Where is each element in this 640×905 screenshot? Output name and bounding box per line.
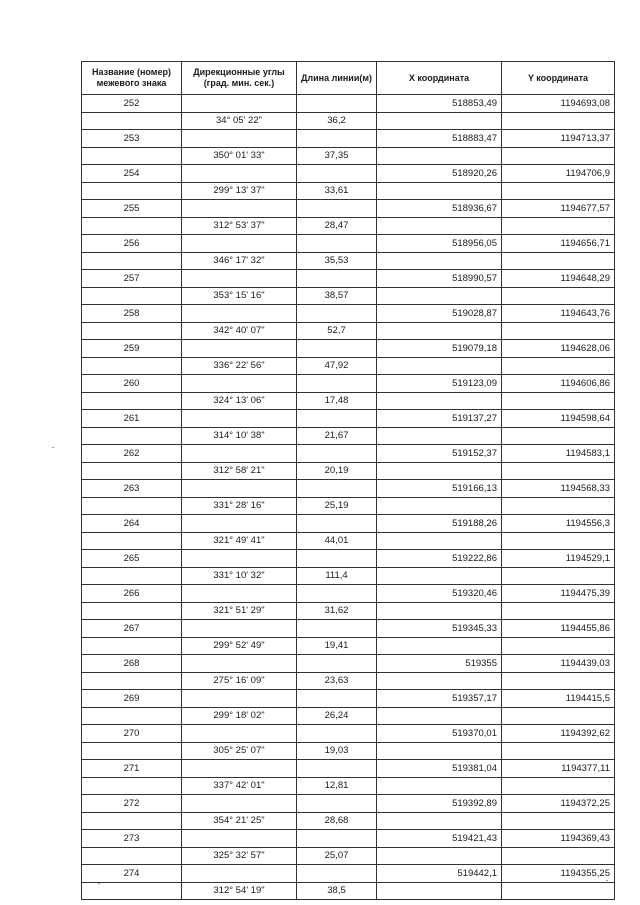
direction-angle: 275° 16' 09"	[182, 672, 297, 690]
x-cell-empty	[377, 427, 502, 445]
direction-angle: 354° 21' 25"	[182, 812, 297, 830]
point-name: 268	[82, 655, 182, 673]
line-length: 19,03	[297, 742, 377, 760]
segment-row	[82, 882, 615, 900]
name-cell-empty	[82, 532, 182, 550]
y-coordinate: 1194648,29	[502, 270, 615, 288]
line-length: 37,35	[297, 147, 377, 165]
name-cell-empty	[82, 217, 182, 235]
point-name: 252	[82, 95, 182, 113]
point-name: 266	[82, 585, 182, 603]
direction-angle: 346° 17' 32"	[182, 252, 297, 270]
length-cell-empty	[297, 795, 377, 813]
segment-row	[82, 812, 615, 830]
y-coordinate: 1194529,1	[502, 550, 615, 568]
point-name: 259	[82, 340, 182, 358]
y-cell-empty	[502, 532, 615, 550]
x-coordinate: 519392,89	[377, 795, 502, 813]
x-cell-empty	[377, 637, 502, 655]
point-row	[82, 445, 615, 463]
y-cell-empty	[502, 217, 615, 235]
line-length: 23,63	[297, 672, 377, 690]
x-cell-empty	[377, 602, 502, 620]
x-cell-empty	[377, 672, 502, 690]
line-length: 17,48	[297, 392, 377, 410]
angle-cell-empty	[182, 95, 297, 113]
length-cell-empty	[297, 550, 377, 568]
y-coordinate: 1194377,11	[502, 760, 615, 778]
line-length: 19,41	[297, 637, 377, 655]
segment-row	[82, 392, 615, 410]
name-cell-empty	[82, 182, 182, 200]
angle-cell-empty	[182, 655, 297, 673]
point-name: 264	[82, 515, 182, 533]
x-coordinate: 518990,57	[377, 270, 502, 288]
name-cell-empty	[82, 147, 182, 165]
segment-row	[82, 707, 615, 725]
length-cell-empty	[297, 340, 377, 358]
y-cell-empty	[502, 147, 615, 165]
point-name: 267	[82, 620, 182, 638]
y-cell-empty	[502, 602, 615, 620]
x-coordinate: 518956,05	[377, 235, 502, 253]
angle-cell-empty	[182, 830, 297, 848]
angle-cell-empty	[182, 410, 297, 428]
point-name: 263	[82, 480, 182, 498]
line-length: 52,7	[297, 322, 377, 340]
scan-speck	[606, 880, 608, 881]
direction-angle: 34° 05' 22"	[182, 112, 297, 130]
y-cell-empty	[502, 462, 615, 480]
x-cell-empty	[377, 812, 502, 830]
angle-cell-empty	[182, 340, 297, 358]
name-cell-empty	[82, 287, 182, 305]
header-x: X координата	[377, 62, 502, 95]
y-cell-empty	[502, 182, 615, 200]
angle-cell-empty	[182, 585, 297, 603]
x-coordinate: 518920,26	[377, 165, 502, 183]
point-row	[82, 795, 615, 813]
name-cell-empty	[82, 497, 182, 515]
angle-cell-empty	[182, 375, 297, 393]
y-cell-empty	[502, 357, 615, 375]
x-coordinate: 519166,13	[377, 480, 502, 498]
point-row	[82, 865, 615, 883]
scan-speck	[98, 883, 100, 884]
length-cell-empty	[297, 130, 377, 148]
y-coordinate: 1194556,3	[502, 515, 615, 533]
x-cell-empty	[377, 182, 502, 200]
x-coordinate: 519137,27	[377, 410, 502, 428]
y-cell-empty	[502, 497, 615, 515]
line-length: 35,53	[297, 252, 377, 270]
length-cell-empty	[297, 480, 377, 498]
name-cell-empty	[82, 672, 182, 690]
y-cell-empty	[502, 882, 615, 900]
angle-cell-empty	[182, 725, 297, 743]
y-cell-empty	[502, 322, 615, 340]
point-name: 255	[82, 200, 182, 218]
segment-row	[82, 462, 615, 480]
angle-cell-empty	[182, 235, 297, 253]
point-row	[82, 830, 615, 848]
y-cell-empty	[502, 112, 615, 130]
y-coordinate: 1194713,37	[502, 130, 615, 148]
direction-angle: 331° 28' 16"	[182, 497, 297, 515]
segment-row	[82, 322, 615, 340]
name-cell-empty	[82, 357, 182, 375]
y-coordinate: 1194439,03	[502, 655, 615, 673]
direction-angle: 321° 51' 29"	[182, 602, 297, 620]
y-coordinate: 1194606,86	[502, 375, 615, 393]
angle-cell-empty	[182, 305, 297, 323]
line-length: 20,19	[297, 462, 377, 480]
segment-row	[82, 637, 615, 655]
point-row	[82, 270, 615, 288]
point-row	[82, 550, 615, 568]
name-cell-empty	[82, 742, 182, 760]
point-row	[82, 690, 615, 708]
point-row	[82, 585, 615, 603]
name-cell-empty	[82, 392, 182, 410]
direction-angle: 331° 10' 32"	[182, 567, 297, 585]
direction-angle: 305° 25' 07"	[182, 742, 297, 760]
point-name: 265	[82, 550, 182, 568]
point-name: 274	[82, 865, 182, 883]
point-row	[82, 410, 615, 428]
x-coordinate: 519442,1	[377, 865, 502, 883]
point-name: 253	[82, 130, 182, 148]
x-coordinate: 519421,43	[377, 830, 502, 848]
segment-row	[82, 567, 615, 585]
line-length: 38,57	[297, 287, 377, 305]
x-coordinate: 518936,67	[377, 200, 502, 218]
y-cell-empty	[502, 777, 615, 795]
name-cell-empty	[82, 567, 182, 585]
x-coordinate: 519355	[377, 655, 502, 673]
scan-speck	[52, 447, 54, 448]
point-name: 261	[82, 410, 182, 428]
segment-row	[82, 217, 615, 235]
angle-cell-empty	[182, 130, 297, 148]
line-length: 12,81	[297, 777, 377, 795]
x-coordinate: 519028,87	[377, 305, 502, 323]
y-coordinate: 1194369,43	[502, 830, 615, 848]
name-cell-empty	[82, 112, 182, 130]
x-cell-empty	[377, 882, 502, 900]
x-coordinate: 519188,26	[377, 515, 502, 533]
x-cell-empty	[377, 497, 502, 515]
line-length: 44,01	[297, 532, 377, 550]
segment-row	[82, 427, 615, 445]
y-cell-empty	[502, 672, 615, 690]
table-body	[82, 95, 615, 900]
length-cell-empty	[297, 445, 377, 463]
x-coordinate: 519152,37	[377, 445, 502, 463]
angle-cell-empty	[182, 690, 297, 708]
point-row	[82, 375, 615, 393]
x-cell-empty	[377, 742, 502, 760]
y-coordinate: 1194628,06	[502, 340, 615, 358]
y-coordinate: 1194355,25	[502, 865, 615, 883]
direction-angle: 324° 13' 06"	[182, 392, 297, 410]
y-cell-empty	[502, 637, 615, 655]
length-cell-empty	[297, 515, 377, 533]
length-cell-empty	[297, 95, 377, 113]
angle-cell-empty	[182, 550, 297, 568]
point-row	[82, 130, 615, 148]
length-cell-empty	[297, 305, 377, 323]
x-coordinate: 519381,04	[377, 760, 502, 778]
line-length: 31,62	[297, 602, 377, 620]
length-cell-empty	[297, 620, 377, 638]
direction-angle: 312° 54' 19"	[182, 882, 297, 900]
direction-angle: 299° 52' 49"	[182, 637, 297, 655]
y-coordinate: 1194677,57	[502, 200, 615, 218]
point-row	[82, 620, 615, 638]
x-cell-empty	[377, 392, 502, 410]
line-length: 28,68	[297, 812, 377, 830]
point-row	[82, 200, 615, 218]
angle-cell-empty	[182, 515, 297, 533]
name-cell-empty	[82, 777, 182, 795]
segment-row	[82, 672, 615, 690]
direction-angle: 336° 22' 56"	[182, 357, 297, 375]
y-coordinate: 1194656,71	[502, 235, 615, 253]
x-cell-empty	[377, 462, 502, 480]
x-cell-empty	[377, 112, 502, 130]
point-name: 254	[82, 165, 182, 183]
y-cell-empty	[502, 707, 615, 725]
direction-angle: 337° 42' 01"	[182, 777, 297, 795]
angle-cell-empty	[182, 480, 297, 498]
line-length: 33,61	[297, 182, 377, 200]
name-cell-empty	[82, 847, 182, 865]
x-cell-empty	[377, 567, 502, 585]
direction-angle: 321° 49' 41"	[182, 532, 297, 550]
direction-angle: 312° 53' 37"	[182, 217, 297, 235]
point-row	[82, 95, 615, 113]
name-cell-empty	[82, 602, 182, 620]
name-cell-empty	[82, 322, 182, 340]
point-name: 258	[82, 305, 182, 323]
line-length: 47,92	[297, 357, 377, 375]
y-coordinate: 1194598,64	[502, 410, 615, 428]
y-coordinate: 1194372,25	[502, 795, 615, 813]
angle-cell-empty	[182, 270, 297, 288]
header-y: Y координата	[502, 62, 615, 95]
y-coordinate: 1194392,62	[502, 725, 615, 743]
line-length: 21,67	[297, 427, 377, 445]
x-coordinate: 519345,33	[377, 620, 502, 638]
point-row	[82, 305, 615, 323]
point-row	[82, 655, 615, 673]
length-cell-empty	[297, 235, 377, 253]
y-coordinate: 1194415,5	[502, 690, 615, 708]
x-cell-empty	[377, 252, 502, 270]
direction-angle: 342° 40' 07"	[182, 322, 297, 340]
length-cell-empty	[297, 165, 377, 183]
point-row	[82, 480, 615, 498]
length-cell-empty	[297, 200, 377, 218]
direction-angle: 314° 10' 38"	[182, 427, 297, 445]
x-coordinate: 519370,01	[377, 725, 502, 743]
angle-cell-empty	[182, 200, 297, 218]
angle-cell-empty	[182, 760, 297, 778]
point-name: 262	[82, 445, 182, 463]
y-coordinate: 1194643,76	[502, 305, 615, 323]
length-cell-empty	[297, 725, 377, 743]
line-length: 28,47	[297, 217, 377, 235]
angle-cell-empty	[182, 795, 297, 813]
angle-cell-empty	[182, 445, 297, 463]
length-cell-empty	[297, 690, 377, 708]
point-row	[82, 760, 615, 778]
direction-angle: 299° 13' 37"	[182, 182, 297, 200]
x-cell-empty	[377, 707, 502, 725]
x-cell-empty	[377, 322, 502, 340]
angle-cell-empty	[182, 165, 297, 183]
line-length: 25,19	[297, 497, 377, 515]
x-coordinate: 519357,17	[377, 690, 502, 708]
x-cell-empty	[377, 777, 502, 795]
segment-row	[82, 252, 615, 270]
point-name: 256	[82, 235, 182, 253]
y-coordinate: 1194693,08	[502, 95, 615, 113]
name-cell-empty	[82, 427, 182, 445]
y-cell-empty	[502, 742, 615, 760]
line-length: 36,2	[297, 112, 377, 130]
name-cell-empty	[82, 637, 182, 655]
length-cell-empty	[297, 830, 377, 848]
segment-row	[82, 532, 615, 550]
length-cell-empty	[297, 585, 377, 603]
length-cell-empty	[297, 865, 377, 883]
length-cell-empty	[297, 410, 377, 428]
segment-row	[82, 147, 615, 165]
x-coordinate: 519123,09	[377, 375, 502, 393]
point-name: 260	[82, 375, 182, 393]
x-cell-empty	[377, 147, 502, 165]
boundary-coordinates-table	[81, 61, 615, 900]
table-header-row	[82, 62, 615, 95]
x-coordinate: 518883,47	[377, 130, 502, 148]
segment-row	[82, 742, 615, 760]
name-cell-empty	[82, 462, 182, 480]
x-cell-empty	[377, 532, 502, 550]
segment-row	[82, 112, 615, 130]
point-name: 270	[82, 725, 182, 743]
y-cell-empty	[502, 812, 615, 830]
point-row	[82, 165, 615, 183]
direction-angle: 312° 58' 21"	[182, 462, 297, 480]
x-coordinate: 519079,18	[377, 340, 502, 358]
y-cell-empty	[502, 567, 615, 585]
point-name: 271	[82, 760, 182, 778]
header-length: Длина линии(м)	[297, 62, 377, 95]
segment-row	[82, 287, 615, 305]
name-cell-empty	[82, 252, 182, 270]
line-length: 38,5	[297, 882, 377, 900]
y-cell-empty	[502, 287, 615, 305]
line-length: 111,4	[297, 567, 377, 585]
point-row	[82, 340, 615, 358]
segment-row	[82, 357, 615, 375]
x-coordinate: 518853,49	[377, 95, 502, 113]
length-cell-empty	[297, 375, 377, 393]
segment-row	[82, 497, 615, 515]
direction-angle: 299° 18' 02"	[182, 707, 297, 725]
segment-row	[82, 182, 615, 200]
point-name: 269	[82, 690, 182, 708]
x-coordinate: 519222,86	[377, 550, 502, 568]
line-length: 26,24	[297, 707, 377, 725]
direction-angle: 350° 01' 33"	[182, 147, 297, 165]
y-cell-empty	[502, 427, 615, 445]
x-cell-empty	[377, 847, 502, 865]
angle-cell-empty	[182, 865, 297, 883]
point-row	[82, 235, 615, 253]
y-coordinate: 1194706,9	[502, 165, 615, 183]
length-cell-empty	[297, 270, 377, 288]
segment-row	[82, 777, 615, 795]
y-cell-empty	[502, 252, 615, 270]
segment-row	[82, 602, 615, 620]
y-coordinate: 1194455,86	[502, 620, 615, 638]
name-cell-empty	[82, 812, 182, 830]
header-name: Название (номер) межевого знака	[82, 62, 182, 95]
x-cell-empty	[377, 357, 502, 375]
angle-cell-empty	[182, 620, 297, 638]
point-name: 257	[82, 270, 182, 288]
direction-angle: 353° 15' 16"	[182, 287, 297, 305]
point-name: 272	[82, 795, 182, 813]
point-name: 273	[82, 830, 182, 848]
y-coordinate: 1194475,39	[502, 585, 615, 603]
name-cell-empty	[82, 882, 182, 900]
direction-angle: 325° 32' 57"	[182, 847, 297, 865]
y-coordinate: 1194568,33	[502, 480, 615, 498]
line-length: 25,07	[297, 847, 377, 865]
y-cell-empty	[502, 847, 615, 865]
point-row	[82, 725, 615, 743]
x-cell-empty	[377, 287, 502, 305]
header-angle: Дирекционные углы (град. мин. сек.)	[182, 62, 297, 95]
length-cell-empty	[297, 655, 377, 673]
y-cell-empty	[502, 392, 615, 410]
point-row	[82, 515, 615, 533]
length-cell-empty	[297, 760, 377, 778]
x-cell-empty	[377, 217, 502, 235]
name-cell-empty	[82, 707, 182, 725]
y-coordinate: 1194583,1	[502, 445, 615, 463]
segment-row	[82, 847, 615, 865]
x-coordinate: 519320,46	[377, 585, 502, 603]
